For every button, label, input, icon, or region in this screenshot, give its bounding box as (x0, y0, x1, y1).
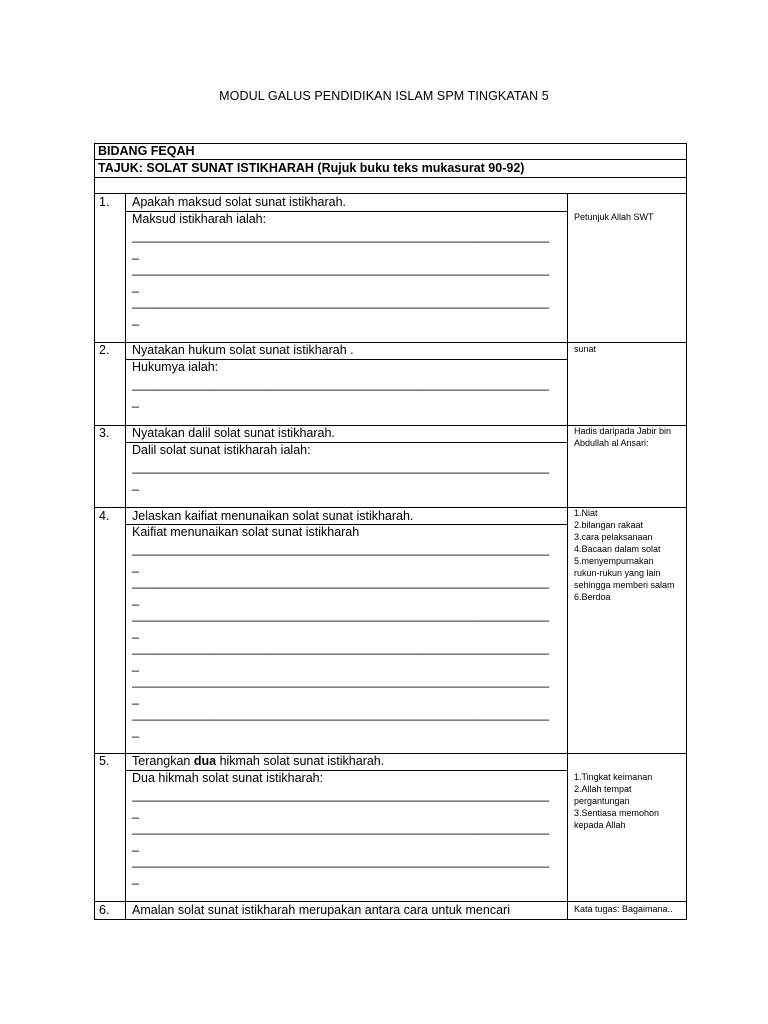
question-number: 4. (99, 509, 110, 523)
note-column-divider (567, 193, 568, 920)
question-text: Amalan solat sunat istikharah merupakan antara cara untuk mencari (132, 903, 510, 917)
answer-line-tail: _ (132, 477, 139, 491)
answer-line-tail: _ (132, 625, 139, 639)
answer-line[interactable]: ____________________________________________________________ (132, 608, 550, 622)
answer-line-tail: _ (132, 312, 139, 326)
table-border-right (686, 143, 687, 920)
answer-line[interactable]: ____________________________________________________________ (132, 542, 550, 556)
question-emphasis: dua (193, 754, 217, 768)
answer-line[interactable]: ____________________________________________________________ (132, 788, 550, 802)
answer-line-tail: _ (132, 658, 139, 672)
answer-line[interactable]: ____________________________________________________________ (132, 262, 550, 276)
answer-line[interactable]: ____________________________________________________________ (132, 377, 550, 391)
question-number: 1. (99, 195, 110, 209)
answer-label: Kaifiat menunaikan solat sunat istikharah (132, 525, 360, 539)
answer-line-tail: _ (132, 838, 139, 852)
answer-note: Hadis daripada Jabir bin Abdullah al Ansari: (574, 426, 672, 448)
row-divider (94, 159, 687, 160)
table-border-left (94, 143, 95, 920)
answer-line-tail: _ (132, 559, 139, 573)
answer-line[interactable]: ____________________________________________________________ (132, 641, 550, 655)
question-text (132, 754, 384, 769)
question-number: 5. (99, 754, 110, 768)
answer-note: sunat (574, 344, 597, 354)
row-divider (94, 177, 687, 178)
answer-line[interactable]: ____________________________________________________________ (132, 854, 550, 868)
answer-line-tail: _ (132, 279, 139, 293)
answer-line[interactable]: ____________________________________________________________ (132, 295, 550, 309)
answer-note: Petunjuk Allah SWT (574, 212, 654, 222)
table-border-bottom (94, 919, 687, 920)
answer-note: 1.Niat 2.bilangan rakaat 3.cara pelaksanaan 4.Bacaan dalam solat 5.menyempurnakan rukun-rukun yang lain sehingga memberi salam 6.Berdoa (574, 508, 675, 602)
answer-line[interactable]: ____________________________________________________________ (132, 674, 550, 688)
row-divider (94, 901, 687, 902)
number-column-divider (125, 193, 126, 920)
question-number: 3. (99, 426, 110, 440)
row-divider (94, 193, 687, 194)
answer-label: Dua hikmah solat sunat istikharah: (132, 771, 324, 785)
answer-line-tail: _ (132, 691, 139, 705)
worksheet-table (94, 143, 687, 920)
answer-line-tail: _ (132, 805, 139, 819)
answer-line-tail: _ (132, 724, 139, 738)
answer-line-tail: _ (132, 394, 139, 408)
answer-line-tail: _ (132, 871, 139, 885)
answer-line[interactable]: ____________________________________________________________ (132, 707, 550, 721)
page-title: MODUL GALUS PENDIDIKAN ISLAM SPM TINGKATAN 5 (219, 89, 549, 103)
answer-line[interactable]: ____________________________________________________________ (132, 229, 550, 243)
question-text: Nyatakan hukum solat sunat istikharah . (132, 343, 354, 357)
answer-note: 1.Tingkat keimanan 2.Allah tempat pergantungan 3.Sentiasa memohon kepada Allah (574, 772, 660, 830)
answer-label: Hukumya ialah: (132, 360, 219, 374)
question-text-part: Terangkan (132, 754, 194, 768)
question-number: 6. (99, 903, 110, 917)
question-text: Jelaskan kaifiat menunaikan solat sunat istikharah. (132, 509, 414, 523)
question-text: Nyatakan dalil solat sunat istikharah. (132, 426, 335, 440)
answer-note: Kata tugas: Bagaimana.. (574, 904, 673, 914)
question-number: 2. (99, 343, 110, 357)
topic-heading: TAJUK: SOLAT SUNAT ISTIKHARAH (Rujuk buku teks mukasurat 90-92) (98, 161, 525, 175)
answer-label: Maksud istikharah ialah: (132, 212, 267, 226)
field-heading: BIDANG FEQAH (98, 144, 195, 158)
answer-line[interactable]: ____________________________________________________________ (132, 821, 550, 835)
question-text-part: hikmah solat sunat istikharah. (216, 754, 385, 768)
answer-line-tail: _ (132, 246, 139, 260)
answer-label: Dalil solat sunat istikharah ialah: (132, 443, 311, 457)
answer-line-tail: _ (132, 592, 139, 606)
answer-line[interactable]: ____________________________________________________________ (132, 460, 550, 474)
question-text: Apakah maksud solat sunat istikharah. (132, 195, 347, 209)
answer-line[interactable]: ____________________________________________________________ (132, 575, 550, 589)
